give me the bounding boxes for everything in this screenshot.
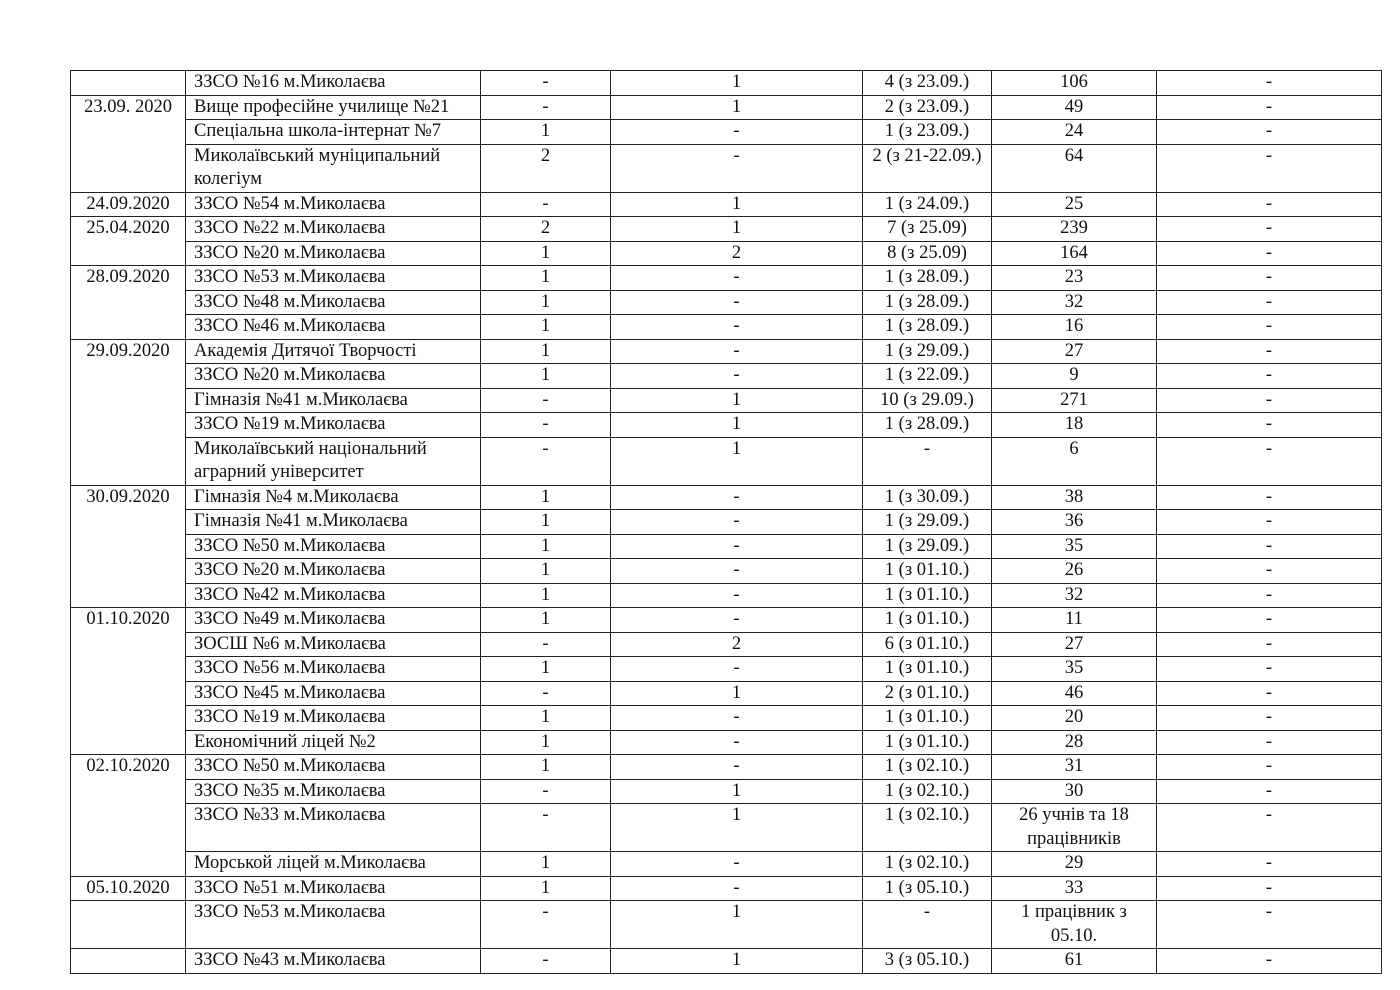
institution-cell: Вище професійне училище №21 xyxy=(186,95,481,120)
people-cell: 35 xyxy=(992,534,1157,559)
count-cell: - xyxy=(611,608,863,633)
cases-table xyxy=(70,70,1382,974)
people-cell: 33 xyxy=(992,876,1157,901)
people-cell: 6 xyxy=(992,437,1157,485)
people-cell: 271 xyxy=(992,388,1157,413)
institution-cell: ЗЗСО №20 м.Миколаєва xyxy=(186,241,481,266)
classes-cell: 1 (з 02.10.) xyxy=(863,755,992,780)
count-cell: - xyxy=(611,290,863,315)
table-row xyxy=(71,730,1382,755)
count-cell: - xyxy=(481,437,611,485)
table-row xyxy=(71,583,1382,608)
classes-cell: 1 (з 28.09.) xyxy=(863,413,992,438)
date-cell: 30.09.2020 xyxy=(71,485,186,510)
date-cell xyxy=(71,852,186,877)
note-cell: - xyxy=(1157,657,1382,682)
people-cell: 9 xyxy=(992,364,1157,389)
people-cell: 23 xyxy=(992,266,1157,291)
institution-cell: Гімназія №41 м.Миколаєва xyxy=(186,388,481,413)
count-cell: 1 xyxy=(481,876,611,901)
table-row xyxy=(71,388,1382,413)
classes-cell: 1 (з 05.10.) xyxy=(863,876,992,901)
date-cell xyxy=(71,290,186,315)
count-cell: - xyxy=(611,706,863,731)
institution-cell: ЗЗСО №56 м.Миколаєва xyxy=(186,657,481,682)
date-cell xyxy=(71,730,186,755)
count-cell: 1 xyxy=(481,706,611,731)
classes-cell: 7 (з 25.09) xyxy=(863,217,992,242)
classes-cell: 2 (з 01.10.) xyxy=(863,681,992,706)
people-cell: 38 xyxy=(992,485,1157,510)
date-cell: 28.09.2020 xyxy=(71,266,186,291)
note-cell: - xyxy=(1157,217,1382,242)
classes-cell: 3 (з 05.10.) xyxy=(863,949,992,974)
note-cell: - xyxy=(1157,71,1382,96)
institution-cell: ЗЗСО №51 м.Миколаєва xyxy=(186,876,481,901)
note-cell: - xyxy=(1157,730,1382,755)
count-cell: 1 xyxy=(481,485,611,510)
count-cell: 1 xyxy=(481,339,611,364)
institution-cell: ЗЗСО №45 м.Миколаєва xyxy=(186,681,481,706)
count-cell: - xyxy=(481,949,611,974)
count-cell: - xyxy=(611,755,863,780)
table-row xyxy=(71,876,1382,901)
institution-cell: ЗЗСО №53 м.Миколаєва xyxy=(186,266,481,291)
people-cell: 31 xyxy=(992,755,1157,780)
classes-cell: 1 (з 28.09.) xyxy=(863,290,992,315)
date-cell xyxy=(71,901,186,949)
count-cell: - xyxy=(611,876,863,901)
note-cell: - xyxy=(1157,852,1382,877)
count-cell: 1 xyxy=(481,120,611,145)
note-cell: - xyxy=(1157,241,1382,266)
table-row xyxy=(71,949,1382,974)
classes-cell: 1 (з 28.09.) xyxy=(863,315,992,340)
count-cell: 1 xyxy=(611,413,863,438)
table-row xyxy=(71,144,1382,192)
date-cell xyxy=(71,949,186,974)
note-cell: - xyxy=(1157,804,1382,852)
classes-cell: 1 (з 01.10.) xyxy=(863,559,992,584)
people-cell: 32 xyxy=(992,290,1157,315)
count-cell: 1 xyxy=(611,388,863,413)
date-cell xyxy=(71,510,186,535)
date-cell xyxy=(71,388,186,413)
table-row xyxy=(71,510,1382,535)
table-row xyxy=(71,706,1382,731)
people-cell: 64 xyxy=(992,144,1157,192)
classes-cell: 1 (з 29.09.) xyxy=(863,510,992,535)
note-cell: - xyxy=(1157,364,1382,389)
people-cell: 1 працівник з 05.10. xyxy=(992,901,1157,949)
institution-cell: ЗЗСО №19 м.Миколаєва xyxy=(186,706,481,731)
count-cell: 1 xyxy=(481,852,611,877)
classes-cell: 1 (з 22.09.) xyxy=(863,364,992,389)
table-row xyxy=(71,559,1382,584)
institution-cell: ЗЗСО №42 м.Миколаєва xyxy=(186,583,481,608)
date-cell xyxy=(71,706,186,731)
note-cell: - xyxy=(1157,779,1382,804)
note-cell: - xyxy=(1157,315,1382,340)
institution-cell: ЗЗСО №46 м.Миколаєва xyxy=(186,315,481,340)
date-cell: 25.04.2020 xyxy=(71,217,186,242)
date-cell xyxy=(71,632,186,657)
count-cell: 1 xyxy=(611,779,863,804)
count-cell: - xyxy=(481,681,611,706)
classes-cell: 1 (з 01.10.) xyxy=(863,657,992,682)
table-row xyxy=(71,804,1382,852)
people-cell: 26 xyxy=(992,559,1157,584)
classes-cell: 4 (з 23.09.) xyxy=(863,71,992,96)
table-row xyxy=(71,657,1382,682)
table-row xyxy=(71,608,1382,633)
people-cell: 16 xyxy=(992,315,1157,340)
date-cell xyxy=(71,657,186,682)
institution-cell: Морськой ліцей м.Миколаєва xyxy=(186,852,481,877)
table-row xyxy=(71,632,1382,657)
classes-cell: 1 (з 24.09.) xyxy=(863,192,992,217)
count-cell: 1 xyxy=(481,730,611,755)
count-cell: 1 xyxy=(481,583,611,608)
date-cell xyxy=(71,144,186,192)
count-cell: - xyxy=(611,657,863,682)
count-cell: - xyxy=(481,901,611,949)
institution-cell: Миколаївський муніципальний колегіум xyxy=(186,144,481,192)
table-row xyxy=(71,779,1382,804)
classes-cell: - xyxy=(863,437,992,485)
date-cell xyxy=(71,364,186,389)
table-row xyxy=(71,755,1382,780)
people-cell: 49 xyxy=(992,95,1157,120)
institution-cell: Гімназія №41 м.Миколаєва xyxy=(186,510,481,535)
institution-cell: ЗЗСО №49 м.Миколаєва xyxy=(186,608,481,633)
count-cell: 1 xyxy=(481,608,611,633)
people-cell: 26 учнів та 18 працівників xyxy=(992,804,1157,852)
note-cell: - xyxy=(1157,755,1382,780)
count-cell: 2 xyxy=(611,241,863,266)
date-cell xyxy=(71,804,186,852)
classes-cell: 10 (з 29.09.) xyxy=(863,388,992,413)
note-cell: - xyxy=(1157,437,1382,485)
people-cell: 20 xyxy=(992,706,1157,731)
classes-cell: 1 (з 01.10.) xyxy=(863,706,992,731)
count-cell: 1 xyxy=(481,290,611,315)
count-cell: - xyxy=(481,71,611,96)
table-row xyxy=(71,681,1382,706)
note-cell: - xyxy=(1157,949,1382,974)
table-row xyxy=(71,241,1382,266)
date-cell xyxy=(71,315,186,340)
table-row xyxy=(71,71,1382,96)
classes-cell: 1 (з 02.10.) xyxy=(863,779,992,804)
table-row xyxy=(71,290,1382,315)
count-cell: - xyxy=(481,804,611,852)
count-cell: 1 xyxy=(611,901,863,949)
people-cell: 30 xyxy=(992,779,1157,804)
people-cell: 18 xyxy=(992,413,1157,438)
count-cell: - xyxy=(611,315,863,340)
classes-cell: 8 (з 25.09) xyxy=(863,241,992,266)
count-cell: - xyxy=(611,364,863,389)
table-row xyxy=(71,95,1382,120)
date-cell xyxy=(71,120,186,145)
note-cell: - xyxy=(1157,583,1382,608)
date-cell xyxy=(71,534,186,559)
institution-cell: Академія Дитячої Творчості xyxy=(186,339,481,364)
note-cell: - xyxy=(1157,534,1382,559)
people-cell: 35 xyxy=(992,657,1157,682)
count-cell: - xyxy=(611,730,863,755)
note-cell: - xyxy=(1157,144,1382,192)
date-cell: 01.10.2020 xyxy=(71,608,186,633)
date-cell xyxy=(71,681,186,706)
table-row xyxy=(71,120,1382,145)
people-cell: 61 xyxy=(992,949,1157,974)
institution-cell: ЗЗСО №53 м.Миколаєва xyxy=(186,901,481,949)
note-cell: - xyxy=(1157,510,1382,535)
people-cell: 29 xyxy=(992,852,1157,877)
classes-cell: 6 (з 01.10.) xyxy=(863,632,992,657)
table-body xyxy=(71,71,1382,974)
table-row xyxy=(71,266,1382,291)
classes-cell: 1 (з 23.09.) xyxy=(863,120,992,145)
institution-cell: ЗЗСО №20 м.Миколаєва xyxy=(186,364,481,389)
people-cell: 106 xyxy=(992,71,1157,96)
note-cell: - xyxy=(1157,95,1382,120)
people-cell: 27 xyxy=(992,632,1157,657)
institution-cell: ЗЗСО №54 м.Миколаєва xyxy=(186,192,481,217)
count-cell: 1 xyxy=(481,755,611,780)
institution-cell: Економічний ліцей №2 xyxy=(186,730,481,755)
count-cell: 1 xyxy=(481,534,611,559)
count-cell: - xyxy=(611,583,863,608)
table-row xyxy=(71,852,1382,877)
people-cell: 239 xyxy=(992,217,1157,242)
classes-cell: 2 (з 23.09.) xyxy=(863,95,992,120)
count-cell: - xyxy=(611,485,863,510)
count-cell: 2 xyxy=(481,217,611,242)
table-row xyxy=(71,485,1382,510)
classes-cell: 1 (з 29.09.) xyxy=(863,339,992,364)
date-cell: 23.09. 2020 xyxy=(71,95,186,120)
note-cell: - xyxy=(1157,413,1382,438)
classes-cell: 1 (з 01.10.) xyxy=(863,608,992,633)
count-cell: 1 xyxy=(481,315,611,340)
count-cell: 1 xyxy=(611,95,863,120)
note-cell: - xyxy=(1157,266,1382,291)
date-cell xyxy=(71,559,186,584)
institution-cell: ЗЗСО №16 м.Миколаєва xyxy=(186,71,481,96)
count-cell: 1 xyxy=(611,192,863,217)
institution-cell: ЗОСШ №6 м.Миколаєва xyxy=(186,632,481,657)
note-cell: - xyxy=(1157,290,1382,315)
count-cell: 1 xyxy=(611,949,863,974)
count-cell: - xyxy=(481,95,611,120)
classes-cell: 1 (з 30.09.) xyxy=(863,485,992,510)
institution-cell: ЗЗСО №22 м.Миколаєва xyxy=(186,217,481,242)
table-row xyxy=(71,217,1382,242)
institution-cell: ЗЗСО №43 м.Миколаєва xyxy=(186,949,481,974)
classes-cell: 1 (з 02.10.) xyxy=(863,852,992,877)
note-cell: - xyxy=(1157,120,1382,145)
count-cell: 1 xyxy=(481,364,611,389)
count-cell: 1 xyxy=(611,681,863,706)
count-cell: - xyxy=(611,144,863,192)
people-cell: 28 xyxy=(992,730,1157,755)
table-row xyxy=(71,364,1382,389)
count-cell: - xyxy=(611,339,863,364)
count-cell: 2 xyxy=(611,632,863,657)
classes-cell: 1 (з 28.09.) xyxy=(863,266,992,291)
count-cell: - xyxy=(481,632,611,657)
date-cell: 02.10.2020 xyxy=(71,755,186,780)
institution-cell: ЗЗСО №35 м.Миколаєва xyxy=(186,779,481,804)
note-cell: - xyxy=(1157,706,1382,731)
people-cell: 25 xyxy=(992,192,1157,217)
count-cell: - xyxy=(611,120,863,145)
note-cell: - xyxy=(1157,681,1382,706)
note-cell: - xyxy=(1157,388,1382,413)
people-cell: 164 xyxy=(992,241,1157,266)
table-row xyxy=(71,315,1382,340)
institution-cell: ЗЗСО №33 м.Миколаєва xyxy=(186,804,481,852)
institution-cell: ЗЗСО №19 м.Миколаєва xyxy=(186,413,481,438)
people-cell: 11 xyxy=(992,608,1157,633)
date-cell xyxy=(71,437,186,485)
count-cell: 2 xyxy=(481,144,611,192)
people-cell: 27 xyxy=(992,339,1157,364)
table-row xyxy=(71,901,1382,949)
count-cell: 1 xyxy=(481,510,611,535)
classes-cell: 1 (з 29.09.) xyxy=(863,534,992,559)
table-row xyxy=(71,534,1382,559)
count-cell: - xyxy=(481,413,611,438)
count-cell: 1 xyxy=(611,217,863,242)
count-cell: 1 xyxy=(481,657,611,682)
count-cell: - xyxy=(611,534,863,559)
date-cell xyxy=(71,413,186,438)
count-cell: - xyxy=(611,266,863,291)
table-row xyxy=(71,192,1382,217)
classes-cell: 1 (з 01.10.) xyxy=(863,730,992,755)
count-cell: - xyxy=(611,559,863,584)
count-cell: 1 xyxy=(481,559,611,584)
date-cell xyxy=(71,241,186,266)
date-cell: 05.10.2020 xyxy=(71,876,186,901)
date-cell xyxy=(71,583,186,608)
note-cell: - xyxy=(1157,632,1382,657)
institution-cell: Спеціальна школа-інтернат №7 xyxy=(186,120,481,145)
count-cell: - xyxy=(611,510,863,535)
date-cell: 24.09.2020 xyxy=(71,192,186,217)
count-cell: 1 xyxy=(481,241,611,266)
people-cell: 24 xyxy=(992,120,1157,145)
count-cell: - xyxy=(611,852,863,877)
note-cell: - xyxy=(1157,192,1382,217)
people-cell: 36 xyxy=(992,510,1157,535)
note-cell: - xyxy=(1157,876,1382,901)
date-cell: 29.09.2020 xyxy=(71,339,186,364)
note-cell: - xyxy=(1157,559,1382,584)
date-cell xyxy=(71,71,186,96)
note-cell: - xyxy=(1157,339,1382,364)
people-cell: 46 xyxy=(992,681,1157,706)
table-row xyxy=(71,437,1382,485)
institution-cell: ЗЗСО №50 м.Миколаєва xyxy=(186,534,481,559)
note-cell: - xyxy=(1157,485,1382,510)
institution-cell: ЗЗСО №50 м.Миколаєва xyxy=(186,755,481,780)
count-cell: - xyxy=(481,192,611,217)
count-cell: - xyxy=(481,388,611,413)
count-cell: 1 xyxy=(611,71,863,96)
classes-cell: 2 (з 21-22.09.) xyxy=(863,144,992,192)
classes-cell: - xyxy=(863,901,992,949)
people-cell: 32 xyxy=(992,583,1157,608)
note-cell: - xyxy=(1157,608,1382,633)
date-cell xyxy=(71,779,186,804)
count-cell: 1 xyxy=(481,266,611,291)
institution-cell: ЗЗСО №20 м.Миколаєва xyxy=(186,559,481,584)
table-row xyxy=(71,413,1382,438)
institution-cell: ЗЗСО №48 м.Миколаєва xyxy=(186,290,481,315)
classes-cell: 1 (з 01.10.) xyxy=(863,583,992,608)
count-cell: - xyxy=(481,779,611,804)
count-cell: 1 xyxy=(611,437,863,485)
table-row xyxy=(71,339,1382,364)
count-cell: 1 xyxy=(611,804,863,852)
institution-cell: Гімназія №4 м.Миколаєва xyxy=(186,485,481,510)
institution-cell: Миколаївський національний аграрний університет xyxy=(186,437,481,485)
note-cell: - xyxy=(1157,901,1382,949)
classes-cell: 1 (з 02.10.) xyxy=(863,804,992,852)
